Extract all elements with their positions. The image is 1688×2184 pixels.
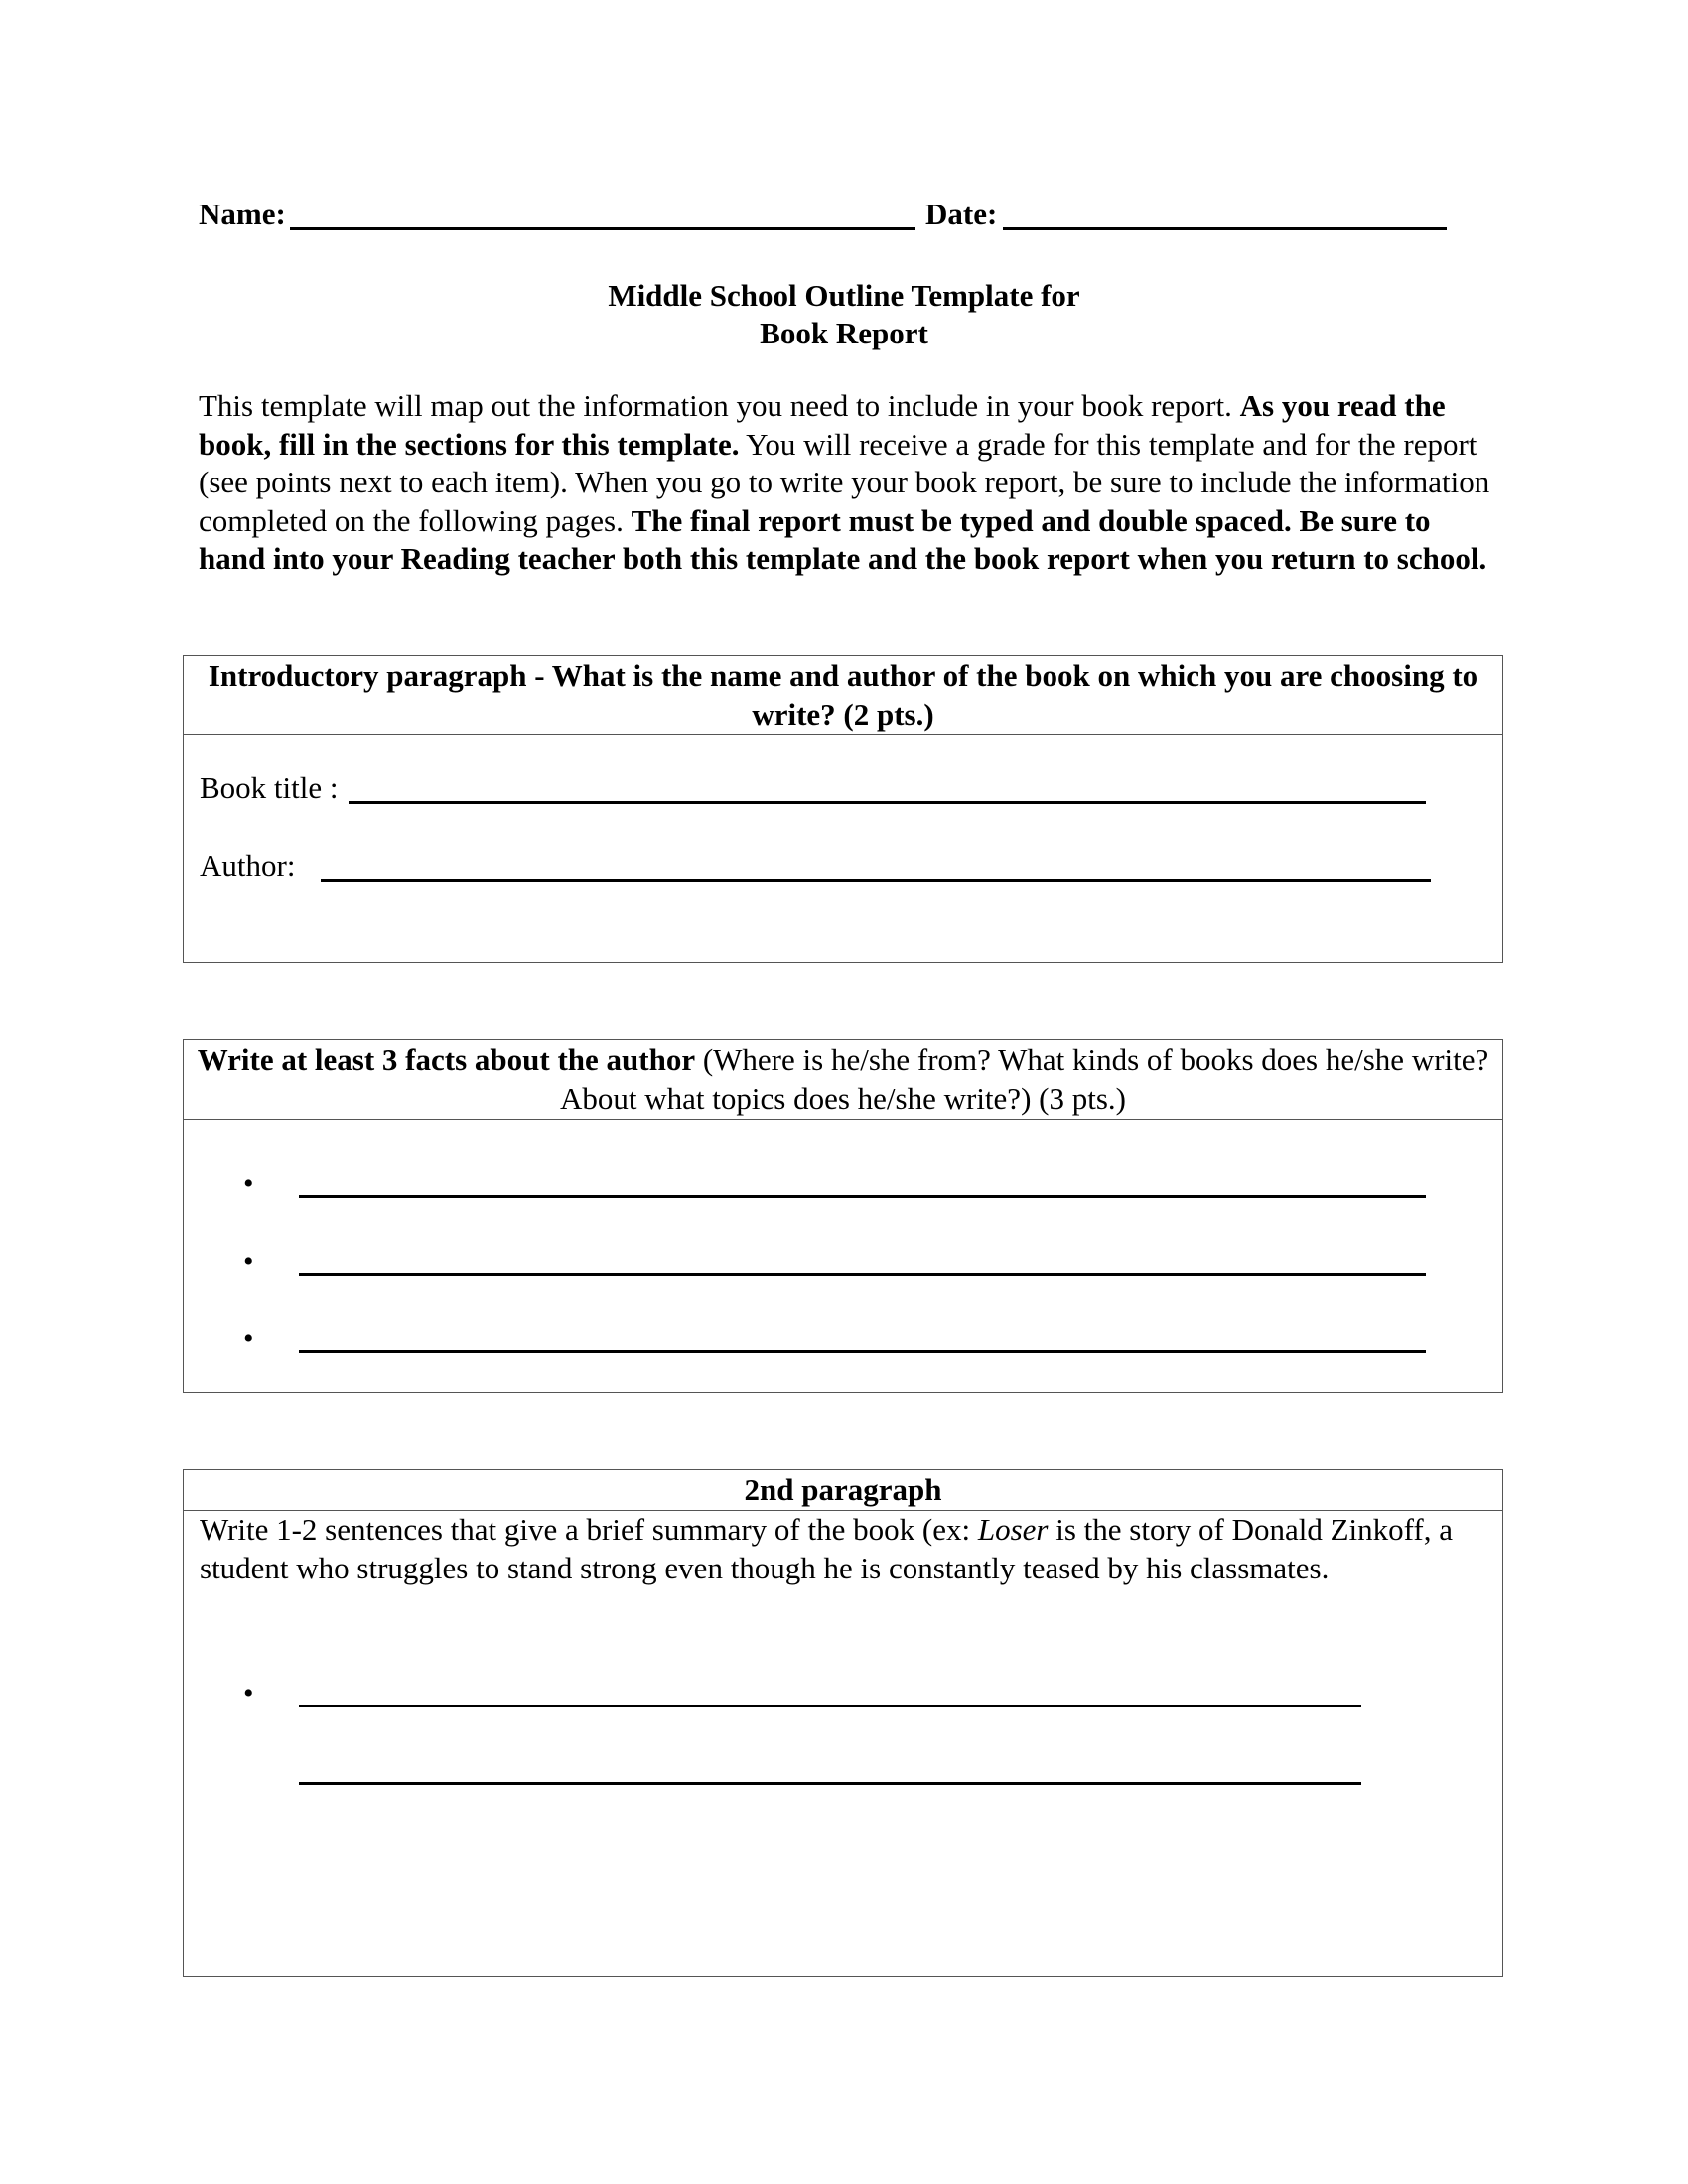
- date-field[interactable]: [1003, 227, 1447, 230]
- second-paragraph-box: [183, 1469, 1503, 1977]
- summary-example-title: Loser: [977, 1512, 1049, 1547]
- summary-field-1[interactable]: [299, 1705, 1361, 1707]
- summary-text-2: is the story of Donald Zinkoff, a student who struggles to stand strong even though he is constantly teased by his classmates.: [200, 1512, 1453, 1585]
- instructions-text-1: This template will map out the information you need to include in your book report.: [199, 388, 1240, 423]
- intro-paragraph-heading: Introductory paragraph - What is the name and author of the book on which you are choosing to write? (2 pts.): [184, 656, 1502, 735]
- title-line-2: Book Report: [760, 316, 928, 350]
- fact-bullet-2: •: [243, 1245, 254, 1278]
- summary-bullet: •: [243, 1677, 254, 1709]
- summary-field-2[interactable]: [299, 1782, 1361, 1785]
- instructions-bold-1: As you read the book, fill in the sections for this template.: [199, 388, 1446, 462]
- second-paragraph-heading: 2nd paragraph: [184, 1470, 1502, 1511]
- author-field[interactable]: [321, 879, 1431, 882]
- title-line-1: Middle School Outline Template for: [608, 278, 1080, 313]
- fact-field-1[interactable]: [299, 1195, 1426, 1198]
- name-field[interactable]: [290, 227, 915, 230]
- summary-instructions: [200, 1511, 1490, 1587]
- book-title-label: Book title :: [200, 770, 339, 805]
- summary-text-1: Write 1-2 sentences that give a brief summary of the book (ex:: [200, 1512, 978, 1547]
- intro-paragraph-box: [183, 655, 1503, 963]
- author-facts-heading: [184, 1040, 1502, 1120]
- book-title-field[interactable]: [349, 801, 1426, 804]
- instructions-text-2: You will receive a grade for this template and for the report (see points next to each item). When you go to write your book report, be sure to include the information completed on the following pages.: [199, 426, 1490, 538]
- fact-field-2[interactable]: [299, 1273, 1426, 1276]
- author-label: Author:: [200, 848, 296, 883]
- page-title: [0, 277, 1688, 352]
- date-label: Date:: [925, 197, 998, 231]
- fact-bullet-3: •: [243, 1322, 254, 1355]
- author-facts-heading-bold: Write at least 3 facts about the author: [197, 1042, 696, 1077]
- name-date-line: [199, 197, 1470, 242]
- instructions-bold-2: The final report must be typed and double spaced. Be sure to hand into your Reading teacher both this template and the book report when you return to school.: [199, 502, 1487, 576]
- fact-bullet-1: •: [243, 1167, 254, 1200]
- author-facts-box: [183, 1039, 1503, 1393]
- name-label: Name:: [199, 197, 286, 231]
- author-facts-heading-text: (Where is he/she from? What kinds of books does he/she write? About what topics does he/she write?) (3 pts.): [560, 1042, 1489, 1116]
- instructions-paragraph: [199, 387, 1499, 579]
- fact-field-3[interactable]: [299, 1350, 1426, 1353]
